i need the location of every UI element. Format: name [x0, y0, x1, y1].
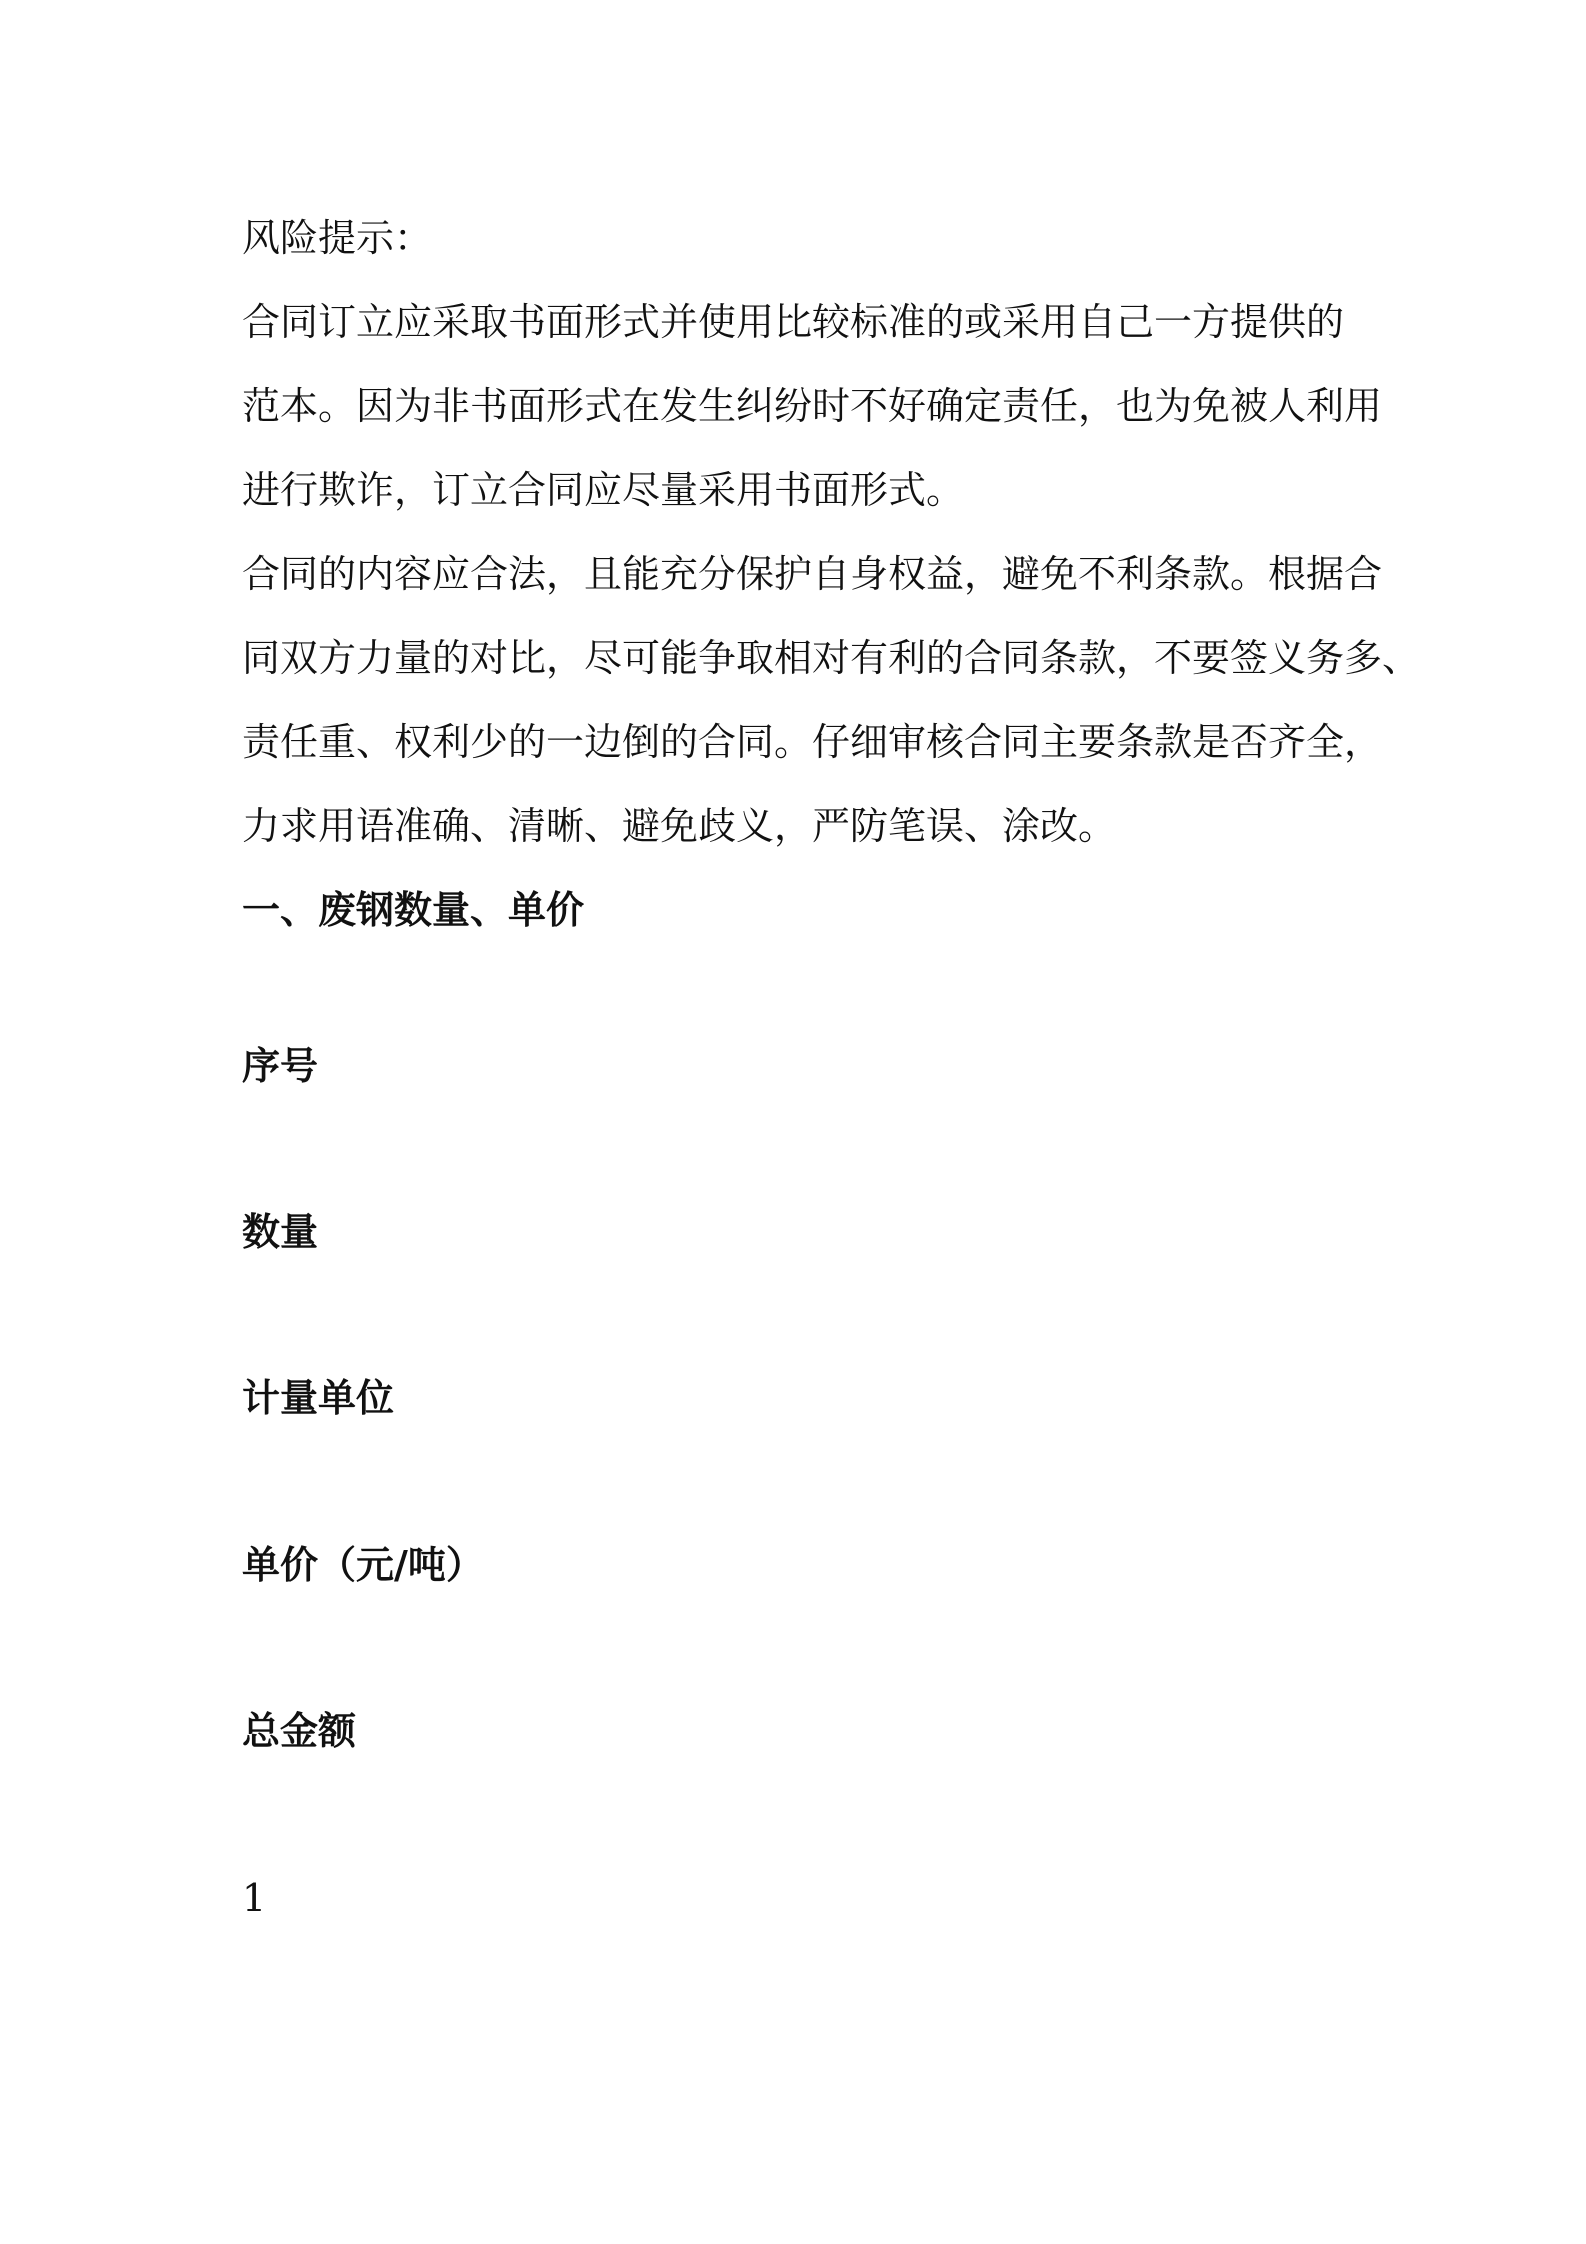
paragraph-line: 合同的内容应合法，且能充分保护自身权益，避免不利条款。根据合: [242, 552, 1383, 596]
table-header-quantity: 数量: [242, 1210, 319, 1254]
paragraph-line: 范本。因为非书面形式在发生纠纷时不好确定责任，也为免被人利用: [242, 384, 1383, 428]
paragraph-line: 合同订立应采取书面形式并使用比较标准的或采用自己一方提供的: [242, 300, 1345, 344]
paragraph-line: 责任重、权利少的一边倒的合同。仔细审核合同主要条款是否齐全，: [242, 720, 1383, 764]
table-header-unit-price: 单价（元/吨）: [242, 1543, 484, 1587]
risk-title: 风险提示：: [242, 216, 433, 260]
paragraph-line: 力求用语准确、清晰、避免歧义，严防笔误、涂改。: [242, 804, 1117, 848]
table-cell-serial-1: 1: [242, 1876, 267, 1920]
section-heading: 一、废钢数量、单价: [242, 888, 585, 932]
paragraph-line: 同双方力量的对比，尽可能争取相对有利的合同条款，不要签义务多、: [242, 636, 1421, 680]
paragraph-line: 进行欺诈，订立合同应尽量采用书面形式。: [242, 468, 965, 512]
steel-table: [242, 0, 1421, 2244]
table-header-serial: 序号: [242, 1044, 319, 1088]
table-header-total-amount: 总金额: [242, 1709, 357, 1753]
table-header-unit: 计量单位: [242, 1376, 395, 1420]
